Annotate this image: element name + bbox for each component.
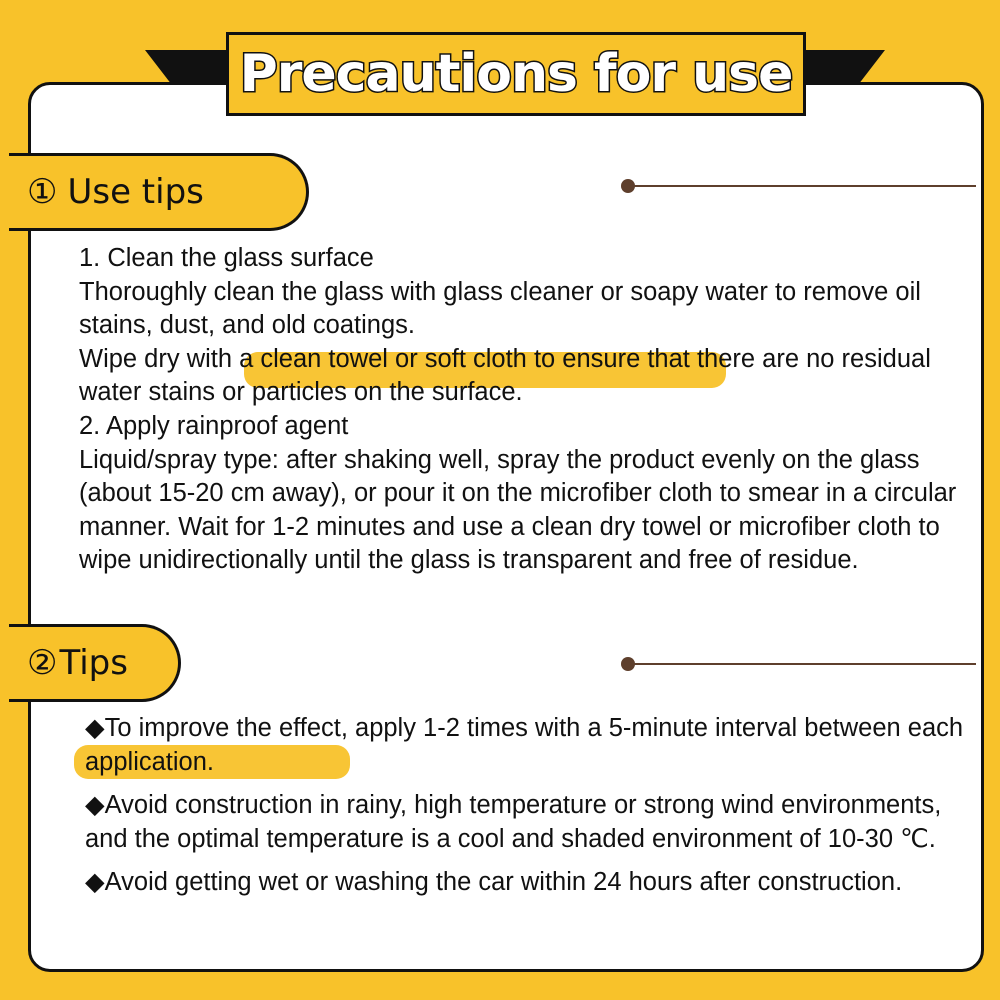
section-divider-line-2 xyxy=(628,663,976,665)
section-label-use-tips: Use tips xyxy=(67,172,204,212)
step-2-text: Liquid/spray type: after shaking well, spray the product evenly on the glass (about 15-20 cm away), or pour it on the microfiber cloth to smear in a circular manner. Wait for 1-2 minutes and use a clean dry towel or microfiber cloth to wipe unidirectionally until the glass is transparent and free of residue. xyxy=(79,445,957,575)
section-number-2: ② xyxy=(27,643,58,683)
step-2-heading: 2. Apply rainproof agent xyxy=(79,411,349,440)
section-number-1: ① xyxy=(27,172,58,212)
section-tab-use-tips xyxy=(9,153,309,231)
step-1-text-a: Thoroughly clean the glass with glass cleaner or soapy water to remove oil stains, dust, and old coatings. xyxy=(79,277,921,340)
step-1-text-b: Wipe dry with a clean towel or soft cloth to ensure that there are no residual water stains or particles on the surface. xyxy=(79,344,931,407)
section-divider-line-1 xyxy=(628,185,976,187)
tip-2: ◆Avoid construction in rainy, high temperature or strong wind environments, and the optimal temperature is a cool and shaded environment of 10-30 ℃. xyxy=(85,791,942,853)
section-use-tips-body xyxy=(79,242,984,578)
title-banner xyxy=(226,32,806,116)
step-1-heading: 1. Clean the glass surface xyxy=(79,244,374,272)
section-label-tips: Tips xyxy=(59,643,128,683)
page-title: Precautions for use xyxy=(239,44,793,104)
tip-1: ◆To improve the effect, apply 1-2 times with a 5-minute interval between each application. xyxy=(85,714,964,776)
tip-3: ◆Avoid getting wet or washing the car within 24 hours after construction. xyxy=(85,868,903,897)
section-tab-tips xyxy=(9,624,181,702)
section-tips-body xyxy=(85,712,965,910)
